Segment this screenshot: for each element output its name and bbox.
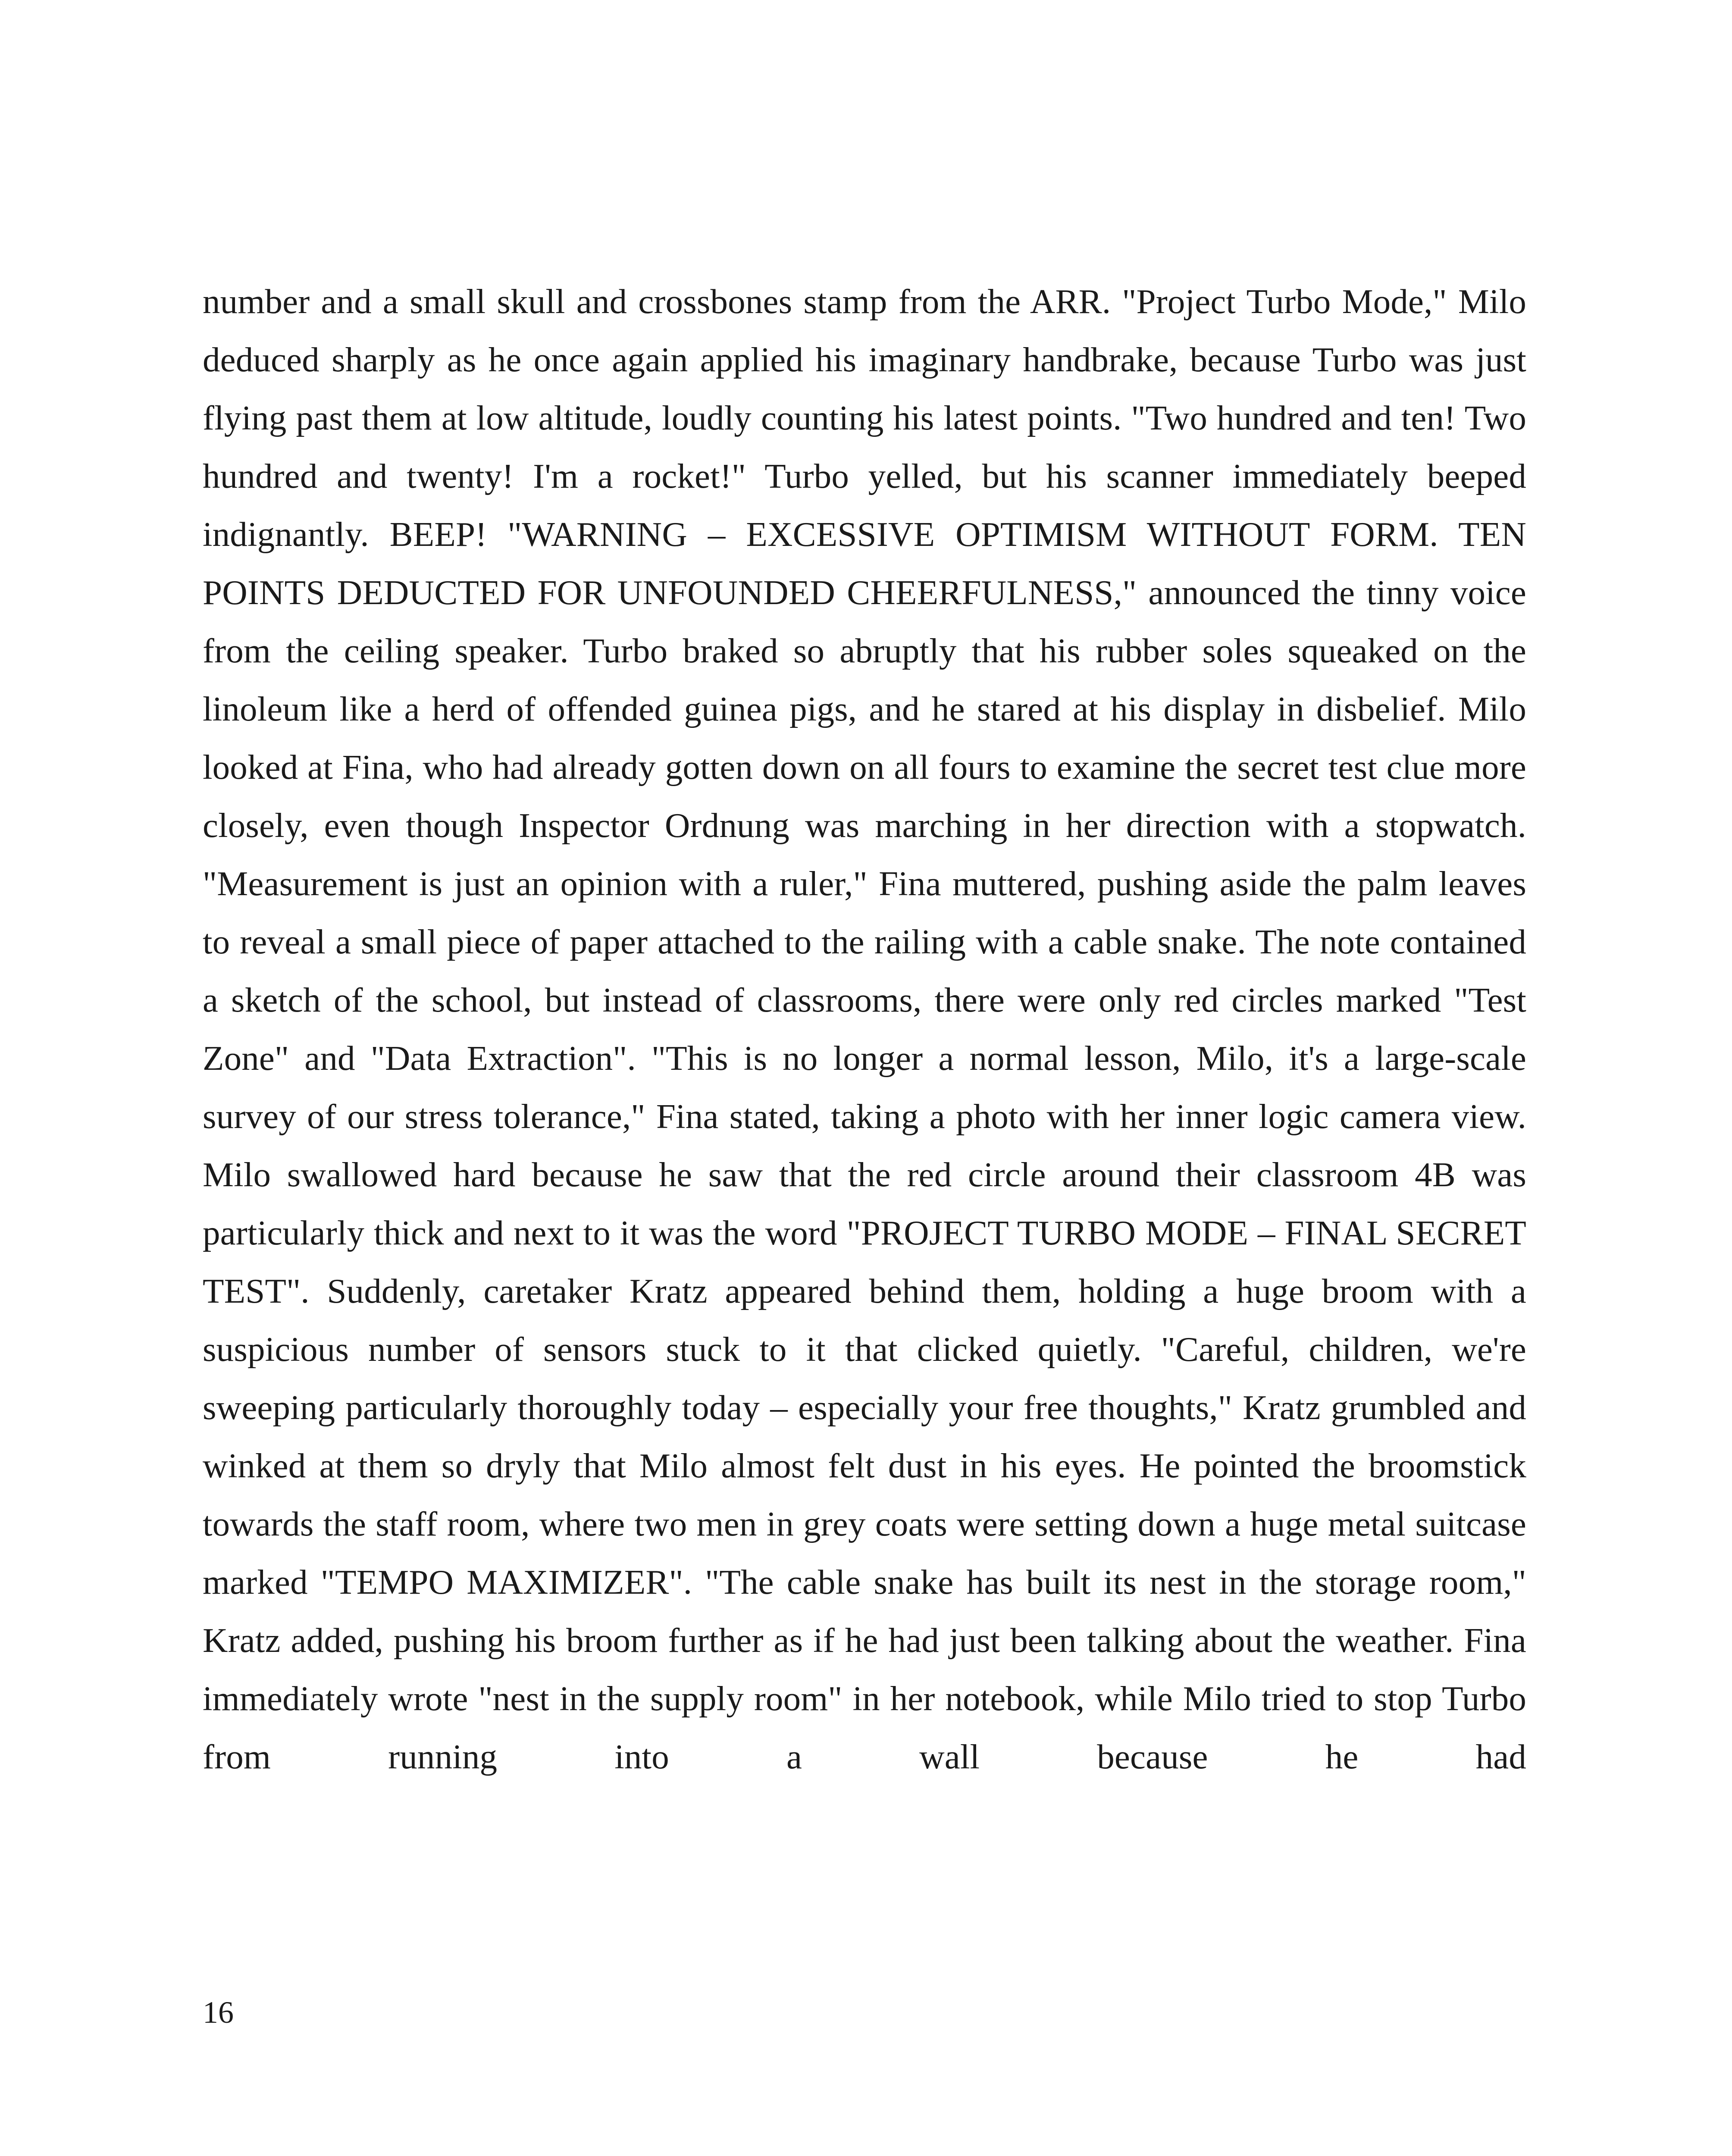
page-number: 16 — [203, 1995, 234, 2030]
body-paragraph: number and a small skull and crossbones stamp from the ARR. "Project Turbo Mode," Milo deduced sharply as he once again applied his imaginary handbrake, because Turbo was just flying past them at low altitude, loudly counting his latest points. "Two hundred and ten! Two hundred and twenty! I'm a rocket!" Turbo yelled, but his scanner immediately beeped indignantly. BEEP! "WARNING – EXCESSIVE OPTIMISM WITHOUT FORM. TEN POINTS DEDUCTED FOR UNFOUNDED CHEERFULNESS," announced the tinny voice from the ceiling speaker. Turbo braked so abruptly that his rubber soles squeaked on the linoleum like a herd of offended guinea pigs, and he stared at his display in disbelief. Milo looked at Fina, who had already gotten down on all fours to examine the secret test clue more closely, even though Inspector Ordnung was marching in her direction with a stopwatch. "Measurement is just an opinion with a ruler," Fina muttered, pushing aside the palm leaves to reveal a small piece of paper attached to the railing with a cable snake. The note contained a sketch of the school, but instead of classrooms, there were only red circles marked "Test Zone" and "Data Extraction". "This is no longer a normal lesson, Milo, it's a large-scale survey of our stress tolerance," Fina stated, taking a photo with her inner logic camera view. Milo swallowed hard because he saw that the red circle around their classroom 4B was particularly thick and next to it was the word "PROJECT TURBO MODE – FINAL SECRET TEST". Suddenly, caretaker Kratz appeared behind them, holding a huge broom with a suspicious number of sensors stuck to it that clicked quietly. "Careful, children, we're sweeping particularly thoroughly today – especially your free thoughts," Kratz grumbled and winked at them so dryly that Milo almost felt dust in his eyes. He pointed the broomstick towards the staff room, where two men in grey coats were setting down a huge metal suitcase marked "TEMPO MAXIMIZER". "The cable snake has built its nest in the storage room," Kratz added, pushing his broom further as if he had just been talking about the weather. Fina immediately wrote "nest in the supply room" in her notebook, while Milo tried to stop Turbo from running into a wall because he had — [203, 282, 1526, 1776]
